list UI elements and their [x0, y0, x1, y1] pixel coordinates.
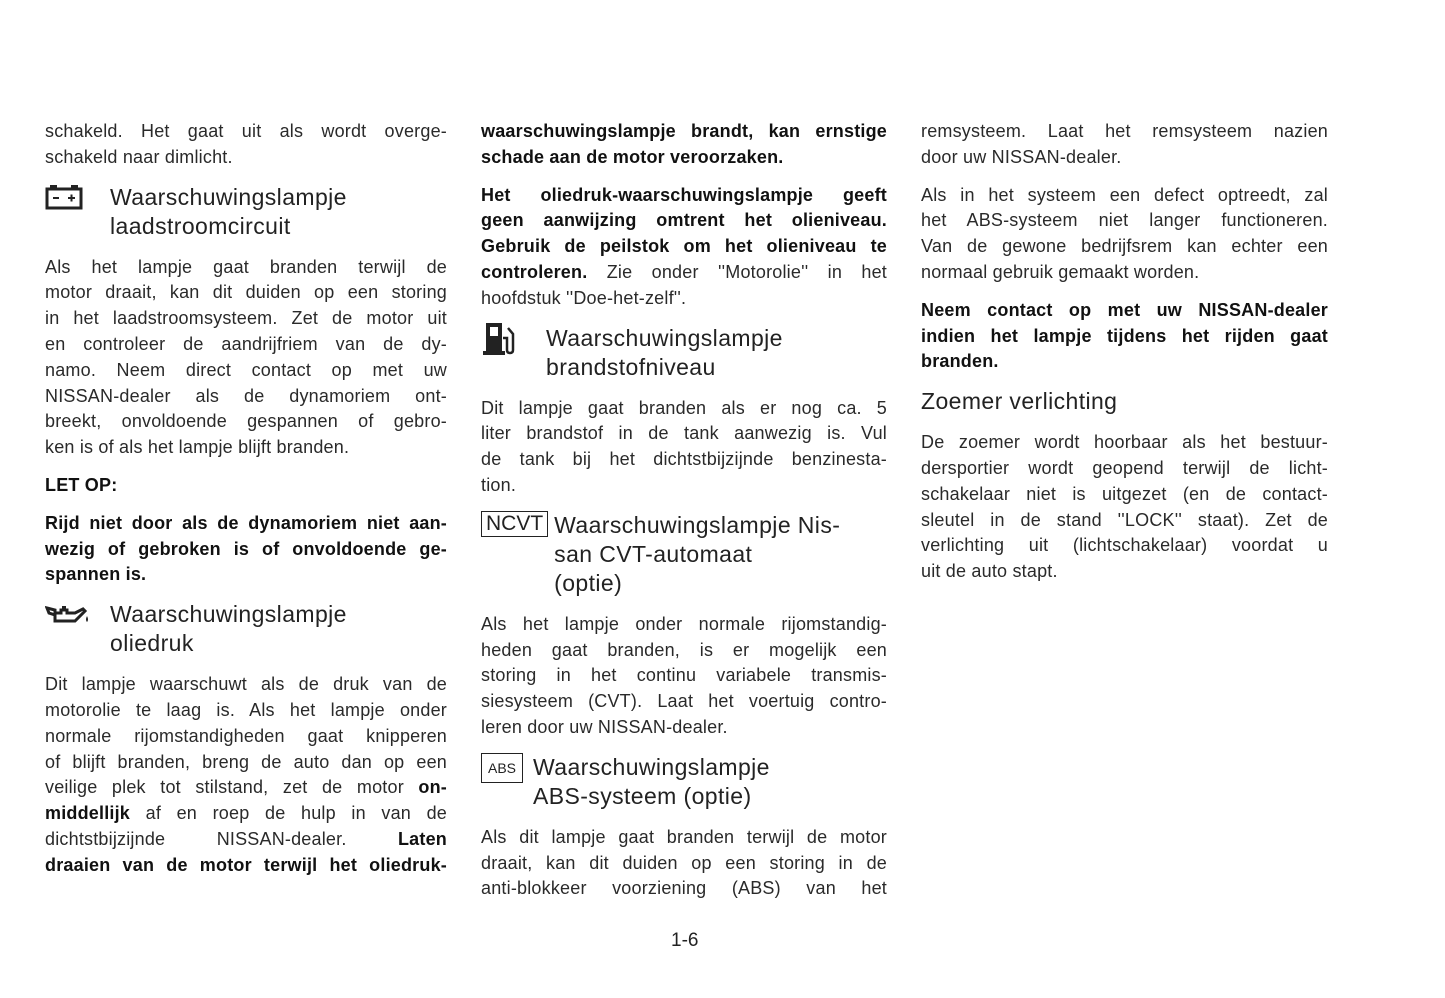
text-line: storing in het continu variabele transmis-: [481, 665, 887, 686]
heading-text: [110, 183, 347, 241]
text-line: sleutel in de stand ''LOCK'' staat). Zet de: [921, 509, 1328, 530]
section-heading: [45, 183, 447, 241]
text-line: tion.: [481, 474, 517, 495]
text-line: De zoemer wordt hoorbaar als het bestuur-: [921, 432, 1328, 453]
bold-text: Laten: [397, 828, 447, 849]
text-line: anti-blokkeer voorziening (ABS) van het: [481, 878, 887, 899]
text-line: [45, 827, 447, 853]
bold-text: geen aanwijzing omtrent het olieniveau.: [481, 210, 887, 231]
heading-text: [554, 511, 840, 598]
paragraph: [45, 473, 447, 499]
heading-line: Waarschuwingslampje: [546, 324, 783, 351]
paragraph: [45, 255, 447, 461]
text-line: normale rijomstandigheden gaat knipperen: [45, 725, 447, 746]
paragraph: [45, 511, 447, 588]
text-line: draait, kan dit duiden op een storing in de: [481, 852, 887, 873]
bold-text: schade aan de motor veroorzaken.: [481, 146, 784, 167]
paragraph: [481, 119, 887, 171]
text-line: schakelaar niet is uitgezet (en de contact-: [921, 483, 1328, 504]
text-line: de tank bij het dichtstbijzijnde benzinesta-: [481, 449, 887, 470]
heading-text: [533, 753, 770, 811]
bold-text: controleren.: [481, 261, 588, 282]
bold-text: on-: [418, 777, 447, 798]
column-middle: [481, 119, 887, 914]
bold-text: middellijk: [45, 803, 131, 824]
paragraph: [921, 119, 1328, 171]
text-line: schakeld naar dimlicht.: [45, 146, 233, 167]
text-line: het ABS-systeem niet langer functioneren.: [921, 210, 1328, 231]
fuel-icon: [481, 324, 546, 353]
text-line: of blijft branden, breng de auto dan op een: [45, 751, 447, 772]
text-line: NISSAN-dealer als de dynamoriem ont-: [45, 385, 447, 406]
text-line: ken is of als het lampje blijft branden.: [45, 437, 350, 458]
text-line: liter brandstof in de tank aanwezig is. Vul: [481, 423, 887, 444]
section-heading: [481, 511, 887, 598]
text-line: namo. Neem direct contact op met uw: [45, 359, 447, 380]
text-line: Van de gewone bedrijfsrem kan echter een: [921, 236, 1328, 257]
heading-line: ABS-systeem (optie): [533, 782, 752, 809]
bold-text: Neem contact op met uw NISSAN-dealer: [921, 299, 1328, 320]
heading-text: [546, 324, 783, 382]
text-line: [481, 260, 887, 286]
column-right: [921, 119, 1328, 597]
text-line: leren door uw NISSAN-dealer.: [481, 716, 728, 737]
section-heading: [481, 753, 887, 811]
text-run: Zie onder ''Motorolie'' in het: [587, 261, 887, 282]
ncvt-indicator-icon: NCVT: [481, 511, 548, 537]
section-heading: [921, 387, 1328, 416]
text-line: motor draait, kan dit duiden op een storing: [45, 282, 447, 303]
text-line: heden gaat branden, is er mogelijk een: [481, 639, 887, 660]
heading-line: Waarschuwingslampje: [533, 753, 770, 780]
text-line: in het laadstroomsysteem. Zet de motor uit: [45, 308, 447, 329]
text-line: [921, 298, 1328, 324]
paragraph: [481, 396, 887, 499]
heading-line: Waarschuwingslampje: [110, 601, 347, 628]
text-line: uit de auto stapt.: [921, 561, 1058, 582]
paragraph: [921, 183, 1328, 286]
text-line: normaal gebruik gemaakt worden.: [921, 261, 1200, 282]
text-line: [45, 775, 447, 801]
text-line: [481, 208, 887, 234]
text-line: Als in het systeem een defect optreedt, zal: [921, 184, 1328, 205]
section-heading: [45, 600, 447, 658]
text-line: en controleer de aandrijfriem van de dy-: [45, 333, 447, 354]
text-line: motorolie te laag is. Als het lampje onder: [45, 699, 447, 720]
page-number: 1-6: [671, 930, 699, 951]
text-line: [481, 183, 887, 209]
text-line: [45, 511, 447, 537]
bold-text: Rijd niet door als de dynamoriem niet aan-: [45, 512, 447, 533]
paragraph: [481, 183, 887, 312]
bold-text: LET OP:: [45, 474, 118, 495]
text-line: siesysteem (CVT). Laat het voertuig contro-: [481, 691, 887, 712]
bold-text: branden.: [921, 351, 999, 372]
paragraph: [45, 672, 447, 878]
text-line: [45, 473, 447, 499]
text-line: [481, 119, 887, 145]
heading-text: [921, 387, 1117, 416]
oil-pressure-icon: [45, 600, 110, 629]
bold-text: Gebruik de peilstok om het olieniveau te: [481, 236, 887, 257]
text-line: Dit lampje waarschuwt als de druk van de: [45, 674, 447, 695]
text-line: [45, 801, 447, 827]
text-run: af en roep de hulp in van de: [130, 803, 447, 824]
heading-line: oliedruk: [110, 630, 194, 657]
heading-text: [110, 600, 347, 658]
text-line: [45, 537, 447, 563]
text-line: [45, 562, 447, 588]
text-run: dichtstbijzijnde NISSAN-dealer.: [45, 828, 398, 849]
text-line: remsysteem. Laat het remsysteem nazien: [921, 121, 1328, 141]
paragraph: [921, 430, 1328, 585]
text-line: Als dit lampje gaat branden terwijl de motor: [481, 826, 887, 847]
heading-line: laadstroomcircuit: [110, 212, 291, 239]
text-line: breekt, onvoldoende gespannen of gebro-: [45, 411, 447, 432]
heading-line: Waarschuwingslampje Nis-: [554, 511, 841, 538]
bold-text: waarschuwingslampje brandt, kan ernstige: [481, 121, 887, 141]
text-line: schakeld. Het gaat uit als wordt overge-: [45, 121, 447, 141]
section-heading: [481, 324, 887, 382]
text-line: [45, 853, 447, 879]
bold-text: Het oliedruk-waarschuwingslampje geeft: [481, 184, 887, 205]
bold-text: wezig of gebroken is of onvoldoende ge-: [45, 538, 447, 559]
paragraph: [481, 612, 887, 741]
heading-line: Zoemer verlichting: [921, 388, 1118, 415]
column-left: [45, 119, 447, 891]
text-line: dersportier wordt geopend terwijl de licht-: [921, 457, 1328, 478]
text-line: [921, 349, 1328, 375]
paragraph: [481, 825, 887, 902]
battery-icon: [45, 183, 110, 212]
text-line: verlichting uit (lichtschakelaar) voordat u: [921, 535, 1328, 556]
heading-line: brandstofniveau: [546, 353, 716, 380]
paragraph: [45, 119, 447, 171]
text-line: Als het lampje onder normale rijomstandig-: [481, 613, 887, 634]
text-line: Als het lampje gaat branden terwijl de: [45, 256, 447, 277]
bold-text: draaien van de motor terwijl het oliedruk-: [45, 854, 447, 875]
text-line: Dit lampje gaat branden als er nog ca. 5: [481, 397, 887, 418]
text-run: veilige plek tot stilstand, zet de motor: [45, 777, 419, 798]
text-line: door uw NISSAN-dealer.: [921, 146, 1122, 167]
text-line: [481, 234, 887, 260]
bold-text: indien het lampje tijdens het rijden gaat: [921, 325, 1328, 346]
heading-line: san CVT-automaat: [554, 540, 753, 567]
text-line: [921, 324, 1328, 350]
text-line: hoofdstuk ''Doe-het-zelf''.: [481, 287, 687, 308]
text-line: [481, 145, 887, 171]
heading-line: (optie): [554, 569, 623, 596]
heading-line: Waarschuwingslampje: [110, 183, 347, 210]
abs-indicator-icon: ABS: [481, 753, 523, 783]
bold-text: spannen is.: [45, 564, 147, 585]
paragraph: [921, 298, 1328, 375]
